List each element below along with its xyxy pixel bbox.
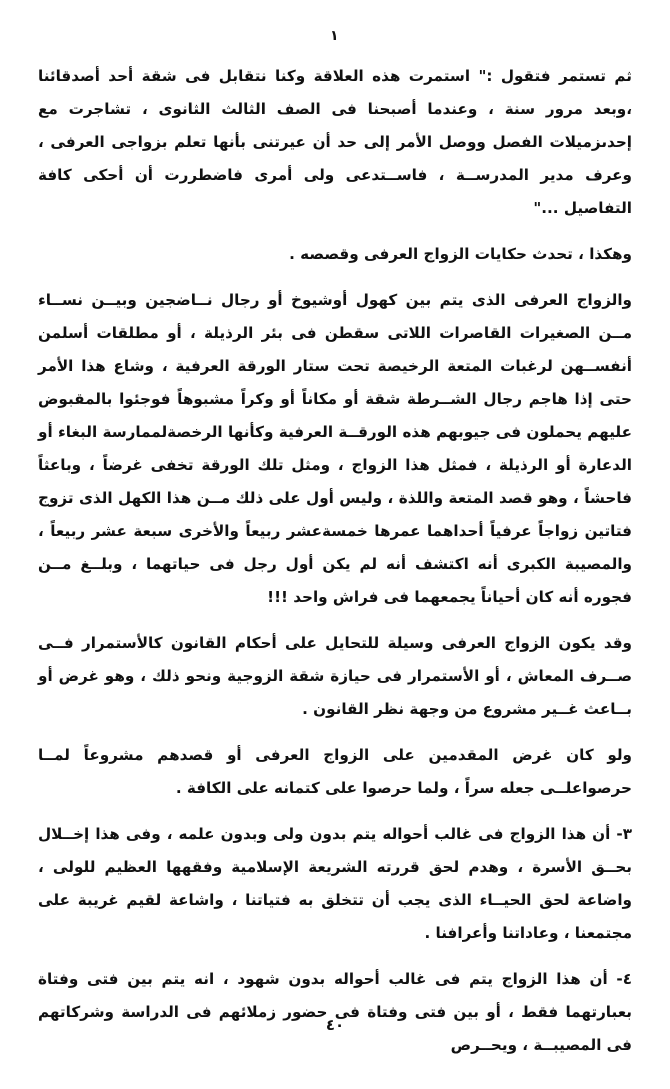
paragraph-point-3: ٣- أن هذا الزواج فى غالب أحواله يتم بدون ولى وبدون علمه ، وفى هذا إخــلال بحــق الأسرة ، وهدم لحق قررته الشريعة الإسلامية وفقهها العظيم للولى ، واضاعة لحق الحيــاء الذى يجب أن تتخلق به فتياتنا ، واشاعة لقيم غريبة على مجتمعنا ، وعاداتنا وأعرافنا . (38, 825, 632, 942)
paragraph-urfi-marriage: والزواج العرفى الذى يتم بين كهول أوشيوخ أو رجال نــاضجين وبيــن نســاء مــن الصغيرات القاصرات اللاتى سقطن فى بئر الرذيلة ، أو مطلقات أسلمن أنفســهن لرغبات المتعة الرخيصة تحت ستار الورقة العرفية ، وشاع هذا الأمر حتى إذا هاجم رجال الشــرطة شقة أو مكاناً أو وكراً مشبوهاً فوجئوا بالمقبوض عليهم يحملون فى جيوبهم هذه الورقــة العرفية وكأنها الرخصةلممارسة البغاء أو الدعارة أو الرذيلة ، فمثل هذا الزواج ، ومثل تلك الورقة تخفى غرضاً ، وباعثاً فاحشاً ، وهو قصد المتعة واللذة ، وليس أول على ذلك مــن هذا الكهل الذى تزوج فتاتين زواجاً عرفياً أحداهما عمرها خمسةعشر ربيعاً والأخرى سبعة عشر ربيعاً ، والمصيبة الكبرى أنه اكتشف أنه لم يكن أول رجل فى حياتهما ، وبلــغ مــن فجوره أنه كان أحياناً يجمعهما فى فراش واحد !!! (38, 291, 632, 606)
page-number: ٤٠ (325, 1016, 345, 1034)
paragraph-legal-evasion: وقد يكون الزواج العرفى وسيلة للتحايل على أحكام القانون كالأستمرار فــى صــرف المعاش ، أو الأستمرار فى حيازة شقة الزوجية ونحو ذلك ، وهو غرض أو بــاعث غــير مشروع من وجهة نظر القانون . (38, 634, 632, 718)
paragraph-point-4: ٤- أن هذا الزواج يتم فى غالب أحواله بدون شهود ، انه يتم بين فتى وفتاة بعبارتهما فقط ، أو بين فتى وفتاة فى حضور زملائهم فى الدراسة وشركاتهم فى المصيبــة ، ويحــرص (38, 970, 632, 1054)
body-text (38, 60, 632, 1073)
paragraph-secrecy: ولو كان غرض المقدمين على الزواج العرفى أو قصدهم مشروعاً لمــا حرصواعلــى جعله سراً ، ولما حرصوا على كتمانه على الكافة . (38, 746, 632, 797)
paragraph-quote: ثم تستمر فتقول :" استمرت هذه العلاقة وكنا نتقابل فى شقة أحد أصدقائنا ،وبعد مرور سنة ، وعندما أصبحنا فى الصف الثالث الثانوى ، تشاجرت مع إحدىزميلات الفصل ووصل الأمر إلى حد أن عيرتنى بأنها تعلم بزواجى العرفى ، وعرف مدير المدرســة ، فاســتدعى ولى أمرى فاضطررت أن أحكى كافة التفاصيل ..." (38, 67, 632, 217)
paragraph-summary: وهكذا ، تحدث حكايات الزواج العرفى وقصصه . (289, 245, 632, 263)
page-top-mark: ١ (330, 28, 339, 44)
